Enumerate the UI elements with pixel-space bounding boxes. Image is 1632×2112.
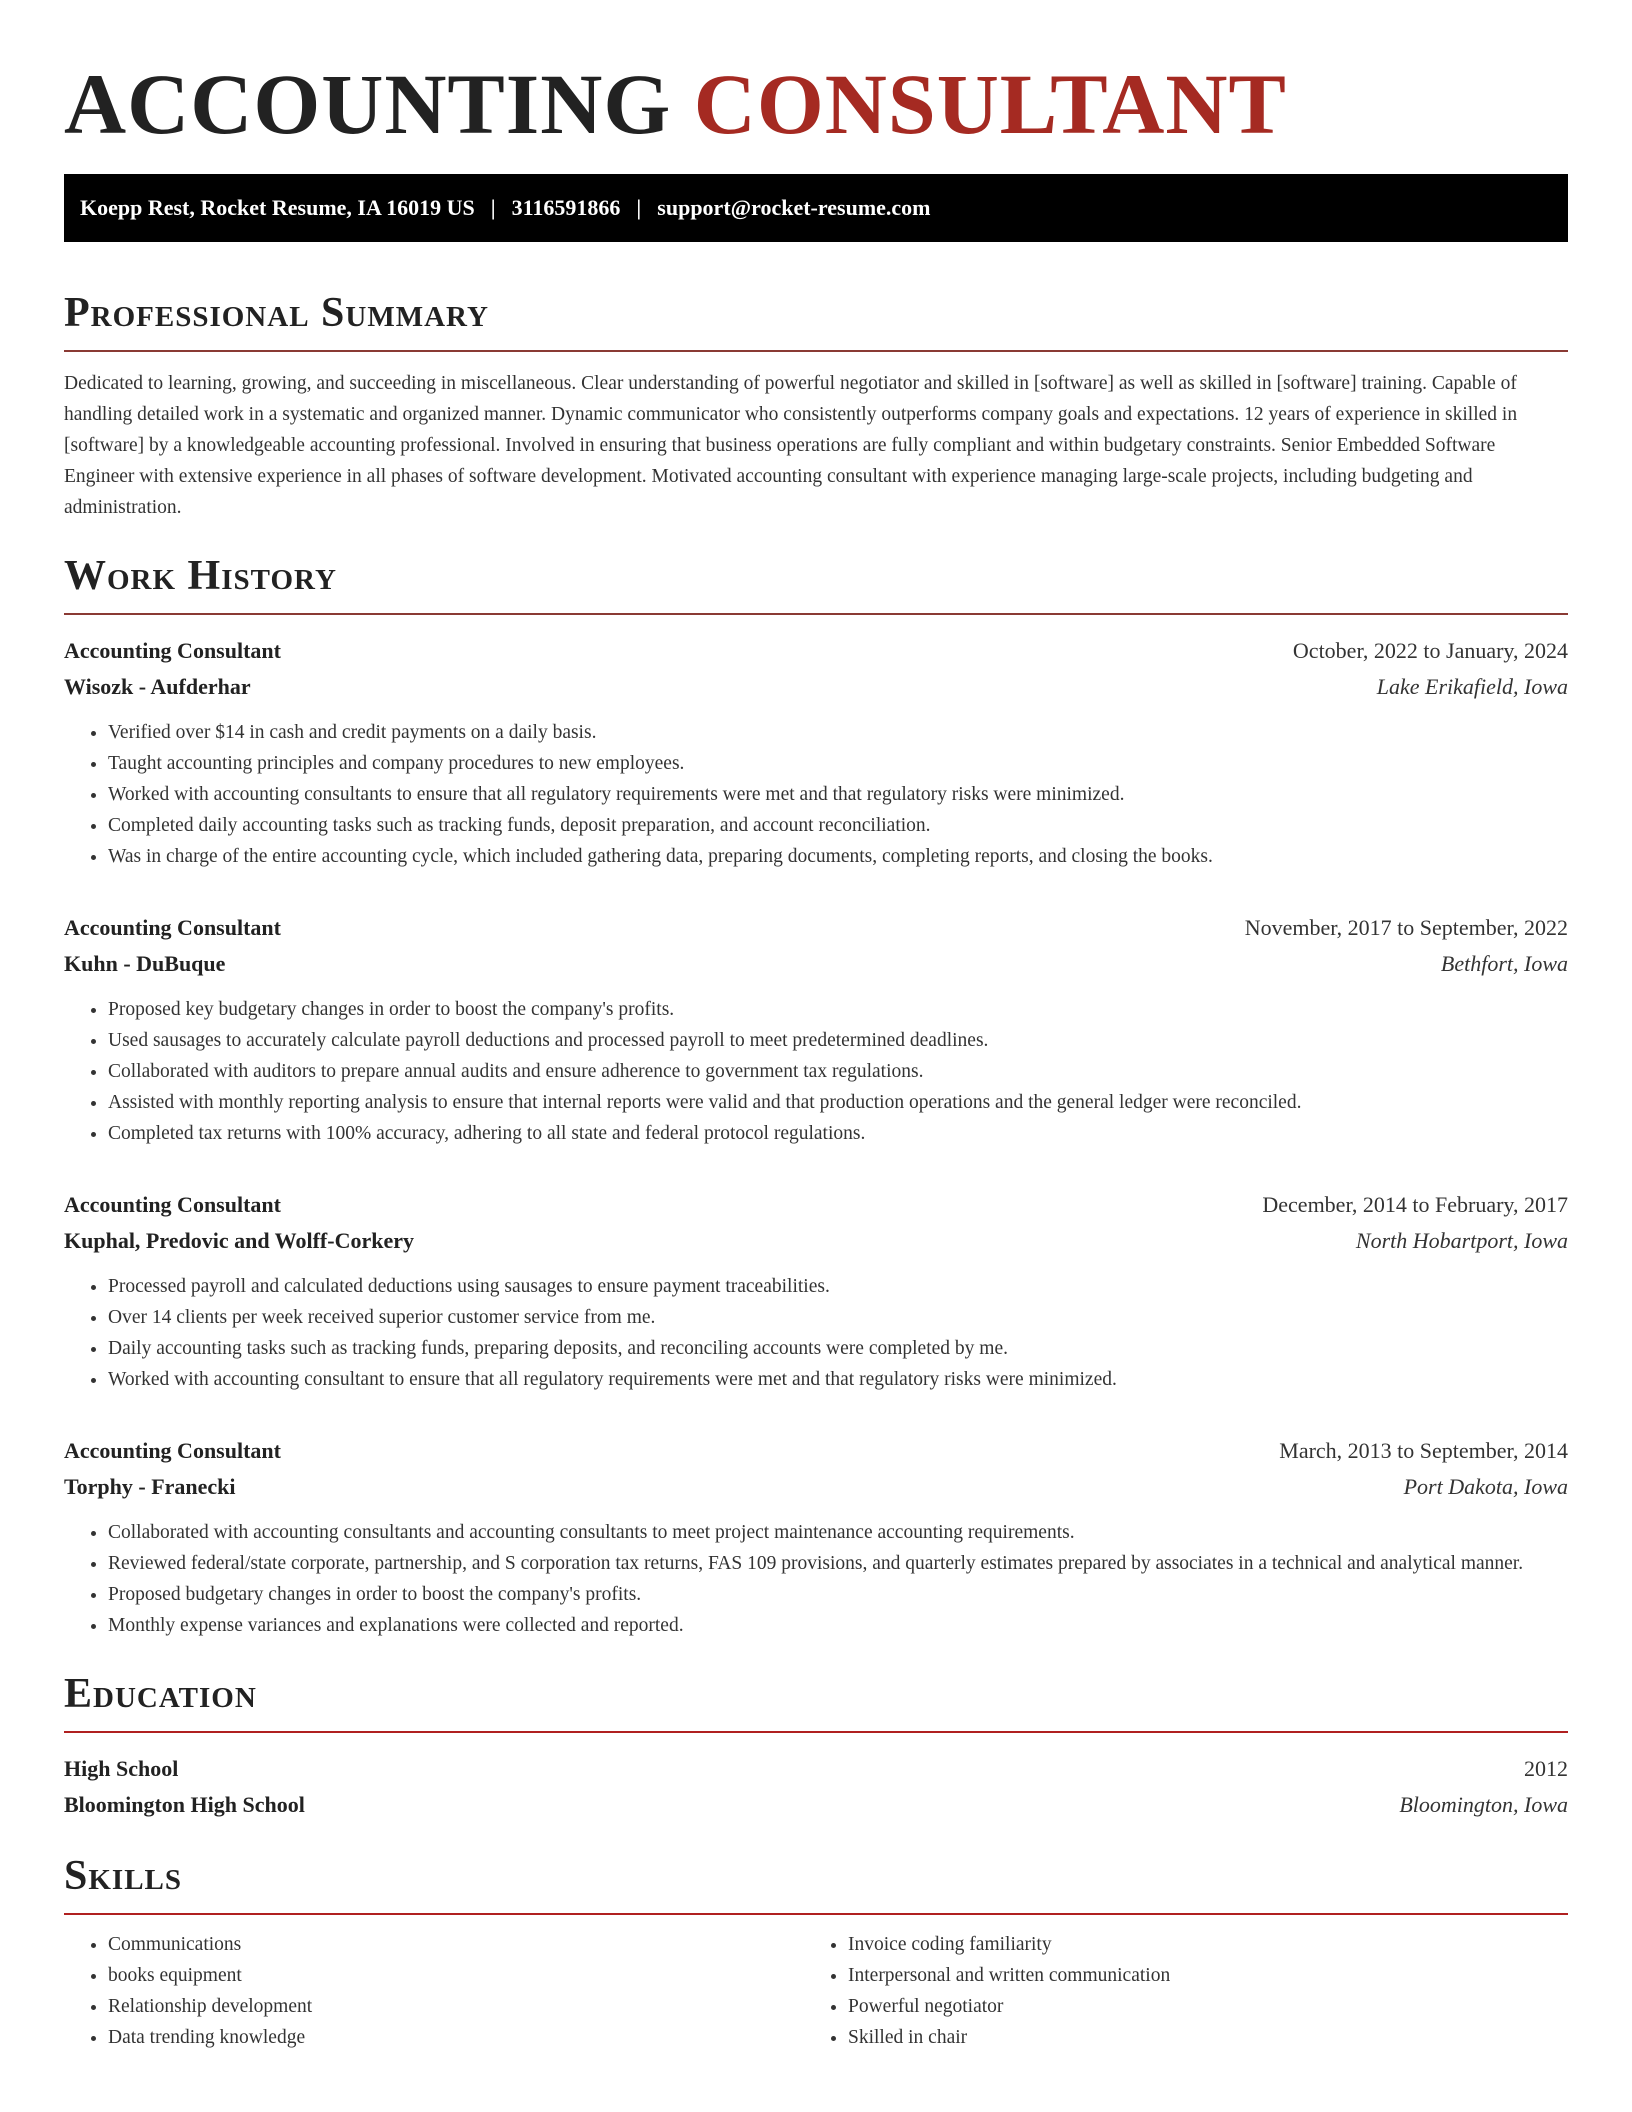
contact-separator: | bbox=[636, 195, 642, 220]
job-title: Accounting Consultant bbox=[64, 915, 281, 940]
job-bullet: • Worked with accounting consultants to ensure that all regulatory requirements were met and that regulatory risks were minimized. bbox=[108, 779, 1568, 810]
job-company: Kuhn - DuBuque bbox=[64, 951, 226, 976]
job-dates: October, 2022 to January, 2024 bbox=[1292, 638, 1568, 663]
job-company: Wisozk - Aufderhar bbox=[64, 674, 251, 699]
job-bullet: • Verified over $14 in cash and credit payments on a daily basis. bbox=[108, 717, 1568, 748]
job-bullet: • Completed daily accounting tasks such as tracking funds, deposit preparation, and account reconciliation. bbox=[108, 810, 1568, 841]
contact-bar bbox=[64, 174, 1568, 242]
job-entry bbox=[64, 1187, 1568, 1395]
job-location: North Hobartport, Iowa bbox=[1355, 1228, 1568, 1253]
job-title-row bbox=[64, 1433, 1568, 1469]
job-company-row bbox=[64, 946, 1568, 982]
skills-columns bbox=[64, 1929, 1568, 2053]
job-bullet: • Worked with accounting consultant to ensure that all regulatory requirements were met and that regulatory risks were minimized. bbox=[108, 1364, 1568, 1395]
job-bullets bbox=[64, 1517, 1568, 1641]
work-history-heading: Work History bbox=[64, 553, 1568, 615]
job-bullet: • Assisted with monthly reporting analysis to ensure that internal reports were valid and that production operations and the general ledger were reconciled. bbox=[108, 1087, 1568, 1118]
job-title: Accounting Consultant bbox=[64, 1438, 281, 1463]
education-heading: Education bbox=[64, 1671, 1568, 1733]
education-section bbox=[64, 1671, 1568, 1823]
job-bullets bbox=[64, 1271, 1568, 1395]
resume-title bbox=[64, 58, 1568, 158]
job-bullet: • Over 14 clients per week received superior customer service from me. bbox=[108, 1302, 1568, 1333]
job-company-row bbox=[64, 1223, 1568, 1259]
job-bullet: • Was in charge of the entire accounting cycle, which included gathering data, preparing documents, completing reports, and closing the books. bbox=[108, 841, 1568, 872]
job-bullet: • Proposed key budgetary changes in order to boost the company's profits. bbox=[108, 994, 1568, 1025]
title-main: ACCOUNTING bbox=[64, 56, 672, 152]
contact-phone: 3116591866 bbox=[511, 195, 621, 220]
job-bullet: • Monthly expense variances and explanations were collected and reported. bbox=[108, 1610, 1568, 1641]
contact-address: Koepp Rest, Rocket Resume, IA 16019 US bbox=[80, 195, 475, 220]
skill-item: • Invoice coding familiarity bbox=[848, 1929, 1544, 1960]
skills-left-list bbox=[64, 1929, 804, 2053]
skill-item: • Relationship development bbox=[108, 1991, 804, 2022]
contact-separator: | bbox=[490, 195, 496, 220]
skill-item: • Data trending knowledge bbox=[108, 2022, 804, 2053]
summary-heading: Professional Summary bbox=[64, 290, 1568, 352]
education-entry bbox=[64, 1751, 1568, 1823]
job-bullet: • Proposed budgetary changes in order to boost the company's profits. bbox=[108, 1579, 1568, 1610]
education-year: 2012 bbox=[1524, 1756, 1568, 1781]
summary-section bbox=[64, 290, 1568, 523]
job-dates: March, 2013 to September, 2014 bbox=[1279, 1438, 1568, 1463]
job-bullet: • Used sausages to accurately calculate payroll deductions and processed payroll to meet predetermined deadlines. bbox=[108, 1025, 1568, 1056]
job-bullets bbox=[64, 994, 1568, 1149]
job-location: Lake Erikafield, Iowa bbox=[1376, 674, 1568, 699]
job-location: Bethfort, Iowa bbox=[1440, 951, 1568, 976]
skills-right-list bbox=[804, 1929, 1544, 2053]
job-dates: November, 2017 to September, 2022 bbox=[1244, 915, 1568, 940]
skill-item: • Interpersonal and written communication bbox=[848, 1960, 1544, 1991]
education-school-row bbox=[64, 1787, 1568, 1823]
job-location: Port Dakota, Iowa bbox=[1403, 1474, 1568, 1499]
job-title-row bbox=[64, 1187, 1568, 1223]
job-title-row bbox=[64, 633, 1568, 669]
summary-text: Dedicated to learning, growing, and succeeding in miscellaneous. Clear understanding of powerful negotiator and skilled in [software] as well as skilled in [software] training. Capable of handling detailed work in a systematic and organized manner. Dynamic communicator who consistently outperforms company goals and expectations. 12 years of experience in skilled in [software] by a knowledgeable accounting professional. Involved in ensuring that business operations are fully compliant and within budgetary constraints. Senior Embedded Software Engineer with extensive experience in all phases of software development. Motivated accounting consultant with experience managing large-scale projects, including budgeting and administration. bbox=[64, 373, 1518, 518]
job-entry bbox=[64, 1433, 1568, 1641]
job-bullets bbox=[64, 717, 1568, 872]
skill-item: • books equipment bbox=[108, 1960, 804, 1991]
job-bullet: • Collaborated with accounting consultants and accounting consultants to meet project maintenance accounting requirements. bbox=[108, 1517, 1568, 1548]
skill-item: • Skilled in chair bbox=[848, 2022, 1544, 2053]
job-dates: December, 2014 to February, 2017 bbox=[1262, 1192, 1568, 1217]
education-school: Bloomington High School bbox=[64, 1792, 305, 1817]
education-degree-row bbox=[64, 1751, 1568, 1787]
job-entry bbox=[64, 633, 1568, 872]
job-entry bbox=[64, 910, 1568, 1149]
job-title: Accounting Consultant bbox=[64, 1192, 281, 1217]
job-bullet: • Completed tax returns with 100% accuracy, adhering to all state and federal protocol regulations. bbox=[108, 1118, 1568, 1149]
skills-heading: Skills bbox=[64, 1853, 1568, 1915]
education-degree: High School bbox=[64, 1756, 179, 1781]
title-accent: CONSULTANT bbox=[693, 56, 1287, 152]
job-bullet: • Processed payroll and calculated deductions using sausages to ensure payment traceabilities. bbox=[108, 1271, 1568, 1302]
job-company-row bbox=[64, 1469, 1568, 1505]
skills-section bbox=[64, 1853, 1568, 2053]
job-bullet: • Taught accounting principles and company procedures to new employees. bbox=[108, 748, 1568, 779]
job-title: Accounting Consultant bbox=[64, 638, 281, 663]
job-company: Kuphal, Predovic and Wolff-Corkery bbox=[64, 1228, 414, 1253]
job-bullet: • Reviewed federal/state corporate, partnership, and S corporation tax returns, FAS 109 provisions, and quarterly estimates prepared by associates in a technical and analytical manner. bbox=[108, 1548, 1568, 1579]
skill-item: • Communications bbox=[108, 1929, 804, 1960]
work-history-section bbox=[64, 553, 1568, 1641]
job-bullet: • Daily accounting tasks such as tracking funds, preparing deposits, and reconciling accounts were completed by me. bbox=[108, 1333, 1568, 1364]
job-bullet: • Collaborated with auditors to prepare annual audits and ensure adherence to government tax regulations. bbox=[108, 1056, 1568, 1087]
job-company-row bbox=[64, 669, 1568, 705]
skill-item: • Powerful negotiator bbox=[848, 1991, 1544, 2022]
contact-email: support@rocket-resume.com bbox=[657, 195, 931, 220]
job-title-row bbox=[64, 910, 1568, 946]
education-location: Bloomington, Iowa bbox=[1399, 1792, 1568, 1817]
job-company: Torphy - Franecki bbox=[64, 1474, 236, 1499]
